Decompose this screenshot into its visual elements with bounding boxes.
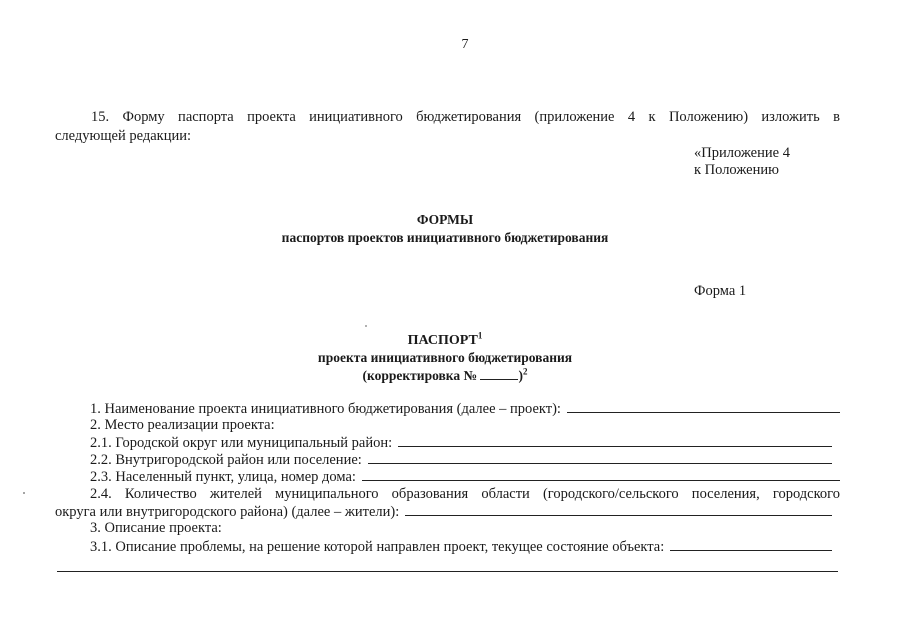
page-number: 7 — [461, 37, 469, 52]
field-label: 2. Место реализации проекта: — [90, 417, 275, 433]
passport-subtitle: проекта инициативного бюджетирования — [317, 350, 573, 365]
fill-line[interactable] — [405, 503, 832, 516]
scan-speck — [23, 492, 25, 494]
fill-line-continuation[interactable] — [57, 570, 838, 572]
form-label: Форма 1 — [694, 283, 747, 299]
appendix-reference — [694, 145, 790, 179]
forms-subtitle: паспортов проектов инициативного бюджетирования — [281, 230, 609, 245]
field-label: 1. Наименование проекта инициативного бюджетирования (далее – проект): — [90, 401, 561, 417]
fill-line[interactable] — [398, 434, 832, 447]
field-subdistrict — [55, 451, 840, 469]
passport-correction — [0, 367, 890, 384]
forms-title: ФОРМЫ — [416, 212, 474, 227]
field-residents — [55, 486, 840, 503]
fill-line[interactable] — [362, 468, 840, 481]
field-label: 3.1. Описание проблемы, на решение которой направлен проект, текущее состояние объекта: — [90, 539, 665, 555]
field-project-name — [55, 400, 840, 418]
footnote-2-marker: 2 — [522, 366, 528, 377]
field-label: 2.1. Городской округ или муниципальный район: — [90, 435, 393, 451]
fill-line[interactable] — [368, 451, 832, 464]
item-15-line-2: следующей редакции: — [55, 128, 192, 144]
field-residents-line-2 — [55, 503, 840, 521]
correction-number-field[interactable] — [480, 367, 518, 380]
item-15-line-1: 15. Форму паспорта проекта инициативного бюджетирования (приложение 4 к Положению) изложить в — [91, 109, 840, 125]
field-label: 2.2. Внутригородской район или поселение: — [90, 452, 362, 468]
field-district — [55, 434, 840, 452]
correction-prefix: (корректировка № — [362, 368, 481, 383]
scan-speck — [365, 325, 367, 327]
field-location — [55, 417, 840, 434]
fill-line[interactable] — [670, 538, 832, 551]
field-label-line-2: округа или внутригородского района) (далее – жители): — [55, 504, 400, 520]
footnote-1-marker: 1 — [477, 330, 483, 341]
field-label: 2.3. Населенный пункт, улица, номер дома: — [90, 469, 356, 485]
fill-line[interactable] — [567, 400, 840, 413]
field-problem-description — [55, 538, 840, 556]
field-label-line-1: 2.4. Количество жителей муниципального образования области (городского/сельского поселения, городского — [90, 486, 840, 502]
appendix-line-1: «Приложение 4 — [694, 145, 790, 161]
field-description — [55, 520, 840, 537]
item-15-paragraph — [55, 108, 840, 146]
passport-title-text: ПАСПОРТ — [407, 333, 478, 348]
field-label: 3. Описание проекта: — [90, 520, 222, 536]
field-address — [55, 468, 840, 486]
appendix-line-2: к Положению — [694, 162, 779, 178]
passport-title — [0, 330, 890, 349]
correction-suffix: ) — [518, 368, 523, 383]
